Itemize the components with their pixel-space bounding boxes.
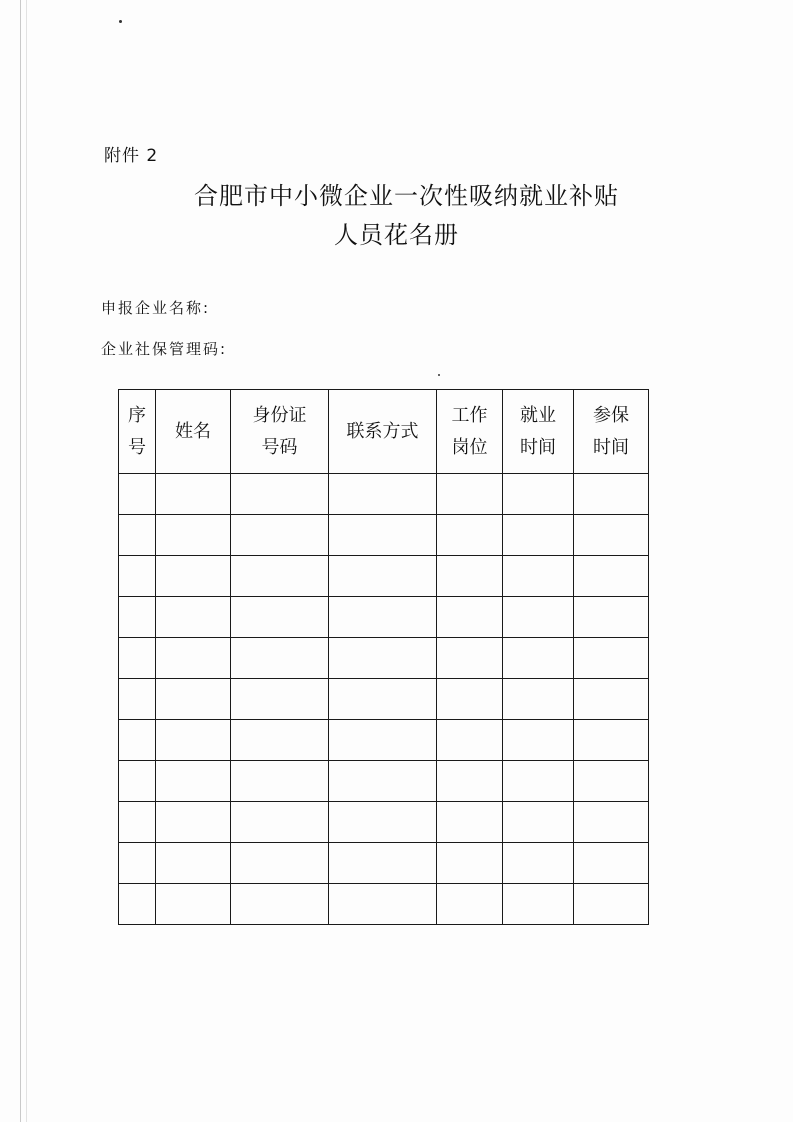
table-cell (437, 761, 503, 802)
table-cell (574, 556, 649, 597)
scan-edge-line (26, 0, 27, 1122)
table-cell (119, 679, 156, 720)
table-cell (503, 515, 574, 556)
table-cell (437, 884, 503, 925)
table-cell (329, 720, 437, 761)
header-line: 工作 (451, 405, 488, 426)
table-cell (437, 515, 503, 556)
table-row (119, 638, 649, 679)
attachment-label: 附件 2 (104, 146, 159, 166)
table-cell (503, 843, 574, 884)
header-line: 时间 (593, 436, 629, 458)
table-cell (503, 474, 574, 515)
table-cell (231, 761, 329, 802)
table-cell (119, 843, 156, 884)
header-serial-number (119, 390, 156, 474)
table-cell (231, 638, 329, 679)
table-cell (231, 597, 329, 638)
scan-edge-line (20, 0, 21, 1122)
table-cell (119, 515, 156, 556)
table-cell (437, 843, 503, 884)
table-cell (156, 474, 231, 515)
header-insurance-date (574, 390, 649, 474)
scan-speck (438, 374, 440, 376)
table-cell (231, 556, 329, 597)
table-cell (156, 556, 231, 597)
table-cell (574, 679, 649, 720)
header-line: 联系方式 (346, 420, 419, 442)
table-cell (437, 638, 503, 679)
scan-speck (119, 20, 122, 23)
table-cell (231, 720, 329, 761)
table-row (119, 720, 649, 761)
table-cell (231, 515, 329, 556)
header-line: 姓名 (175, 420, 211, 442)
table-row (119, 884, 649, 925)
table-cell (119, 597, 156, 638)
table-cell (503, 802, 574, 843)
table-cell (329, 802, 437, 843)
table-cell (156, 679, 231, 720)
header-id-number (231, 390, 329, 474)
table-cell (119, 720, 156, 761)
table-cell (329, 761, 437, 802)
table-cell (156, 515, 231, 556)
table-cell (574, 597, 649, 638)
table-cell (231, 802, 329, 843)
table-header-row (119, 390, 649, 474)
table-cell (156, 761, 231, 802)
table-cell (156, 597, 231, 638)
header-employment-date (503, 390, 574, 474)
table-cell (329, 843, 437, 884)
table-cell (329, 638, 437, 679)
table-cell (437, 802, 503, 843)
table-row (119, 597, 649, 638)
header-name (156, 390, 231, 474)
table-cell (503, 556, 574, 597)
table-cell (503, 679, 574, 720)
table-row (119, 474, 649, 515)
table-cell (574, 474, 649, 515)
table-cell (503, 597, 574, 638)
header-contact (329, 390, 437, 474)
header-line: 岗位 (451, 436, 488, 458)
document-title-line-2: 人员花名册 (334, 221, 459, 249)
table-cell (231, 884, 329, 925)
header-line: 号码 (261, 436, 298, 458)
table-cell (574, 515, 649, 556)
social-security-code-label: 企业社保管理码: (101, 340, 228, 358)
table-cell (119, 474, 156, 515)
table-cell (329, 515, 437, 556)
employee-roster-table (118, 389, 649, 925)
table-cell (329, 884, 437, 925)
table-row (119, 679, 649, 720)
table-cell (156, 843, 231, 884)
table-cell (437, 720, 503, 761)
table-cell (329, 597, 437, 638)
table-cell (437, 679, 503, 720)
header-line: 就业 (520, 405, 556, 426)
table-cell (503, 761, 574, 802)
table-row (119, 515, 649, 556)
table-cell (574, 761, 649, 802)
header-line: 序 (128, 405, 146, 426)
table-cell (574, 720, 649, 761)
company-name-label: 申报企业名称: (101, 299, 211, 317)
table-cell (156, 802, 231, 843)
table-cell (503, 884, 574, 925)
table-cell (119, 638, 156, 679)
table-row (119, 556, 649, 597)
table-row (119, 802, 649, 843)
table-cell (231, 843, 329, 884)
table-row (119, 761, 649, 802)
table-cell (574, 638, 649, 679)
header-line: 时间 (520, 436, 556, 458)
table-cell (231, 679, 329, 720)
table-body (119, 474, 649, 925)
header-line: 号 (128, 436, 146, 458)
table-cell (574, 884, 649, 925)
table-cell (329, 679, 437, 720)
table-cell (574, 802, 649, 843)
table-cell (503, 638, 574, 679)
table-cell (437, 556, 503, 597)
table-cell (437, 474, 503, 515)
table-cell (329, 556, 437, 597)
table-cell (574, 843, 649, 884)
table-cell (156, 884, 231, 925)
header-job-position (437, 390, 503, 474)
table-cell (119, 761, 156, 802)
header-line: 参保 (593, 405, 629, 426)
table-cell (119, 884, 156, 925)
document-title-line-1: 合肥市中小微企业一次性吸纳就业补贴 (194, 182, 619, 210)
table-cell (437, 597, 503, 638)
table-cell (329, 474, 437, 515)
table-cell (156, 720, 231, 761)
header-line: 身份证 (252, 405, 307, 426)
table-cell (156, 638, 231, 679)
table-row (119, 843, 649, 884)
table-cell (119, 802, 156, 843)
table-cell (231, 474, 329, 515)
table-cell (503, 720, 574, 761)
table-cell (119, 556, 156, 597)
